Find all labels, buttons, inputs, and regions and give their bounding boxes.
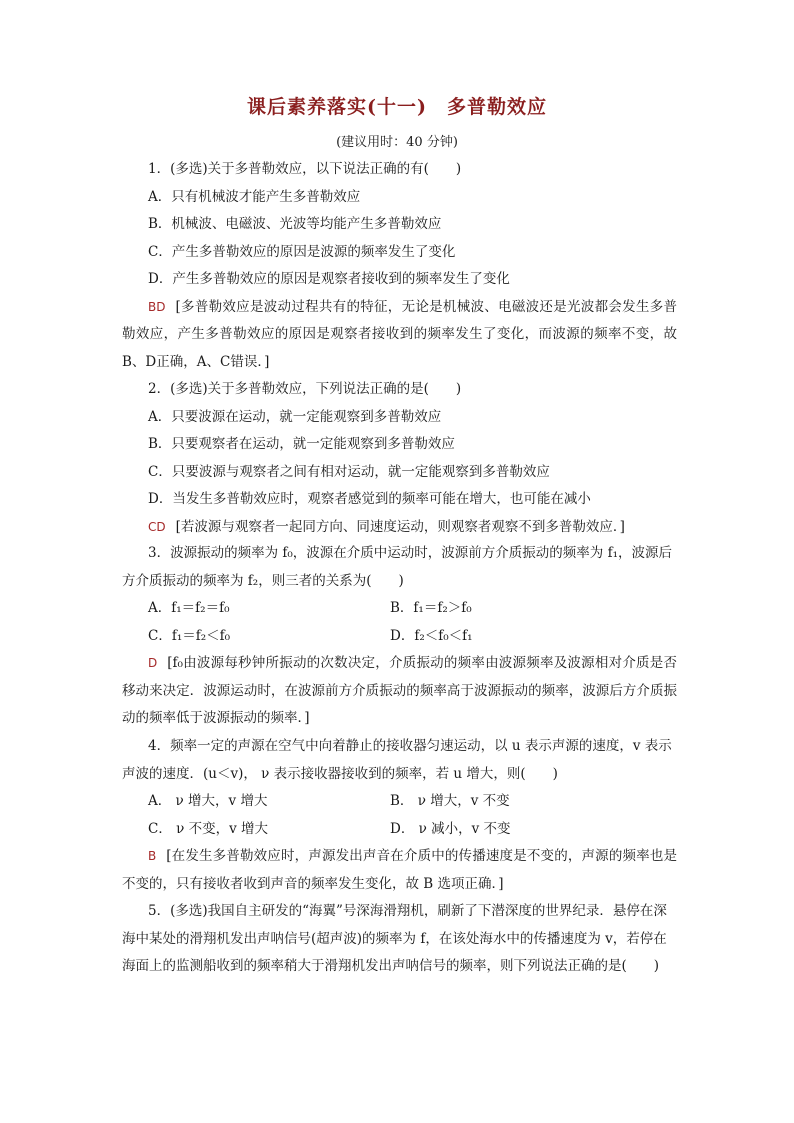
question-2-answer-letter: CD bbox=[148, 519, 166, 534]
question-2-option-d: D．当发生多普勒效应时，观察者感觉到的频率可能在增大，也可能在减小 bbox=[148, 491, 591, 507]
question-1-option-c: C．产生多普勒效应的原因是波源的频率发生了变化 bbox=[148, 243, 456, 260]
question-1 bbox=[122, 156, 677, 376]
question-2-option-b: B．只要观察者在运动，就一定能观察到多普勒效应 bbox=[148, 436, 455, 452]
question-4-option-b: B． ν 增大，v 不变 bbox=[390, 793, 510, 809]
question-1-explanation: [多普勒效应是波动过程共有的特征，无论是机械波、电磁波还是光波都会发生多普勒效应，产生多普勒效应的原因是观察者接收到的频率发生了变化，而波源的频率不变，故B、D正确，A、C错误．] bbox=[122, 298, 677, 370]
question-2 bbox=[122, 376, 677, 541]
question-5 bbox=[122, 898, 677, 981]
question-4-options-row-2 bbox=[122, 816, 677, 844]
question-1-option-a: A．只有机械波才能产生多普勒效应 bbox=[148, 188, 361, 205]
question-4-stem: 4．频率一定的声源在空气中向着静止的接收器匀速运动，以 u 表示声源的速度，v 表示声波的速度．(u＜v)， ν 表示接收器接收到的频率，若 u 增大，则( ) bbox=[122, 738, 672, 782]
question-1-answer bbox=[122, 294, 677, 377]
question-3-option-c: C．f₁＝f₂＜f₀ bbox=[148, 627, 231, 644]
question-3-option-a: A．f₁＝f₂＝f₀ bbox=[148, 600, 230, 616]
question-4-answer-letter: B bbox=[148, 849, 157, 863]
question-1-answer-letter: BD bbox=[148, 299, 166, 314]
question-2-stem: 2．(多选)关于多普勒效应，下列说法正确的是( ) bbox=[148, 381, 462, 397]
suggested-time: (建议用时：40 分钟) bbox=[336, 135, 458, 150]
question-3-answer-letter: D bbox=[148, 656, 158, 670]
question-3-options-row-1 bbox=[122, 595, 677, 623]
question-2-answer bbox=[122, 514, 677, 542]
question-2-option-a: A．只要波源在运动，就一定能观察到多普勒效应 bbox=[148, 408, 442, 425]
question-4-option-d: D． ν 减小，v 不变 bbox=[390, 820, 511, 837]
question-3-answer bbox=[122, 650, 677, 733]
question-1-stem: 1．(多选)关于多普勒效应，以下说法正确的有( ) bbox=[148, 161, 462, 177]
question-4-options-row-1 bbox=[122, 788, 677, 816]
question-3-option-b: B．f₁＝f₂＞f₀ bbox=[390, 600, 472, 616]
question-4-answer bbox=[122, 843, 677, 898]
question-3-option-d: D．f₂＜f₀＜f₁ bbox=[390, 627, 473, 644]
page-title: 课后素养落实(十一) 多普勒效应 bbox=[247, 96, 547, 118]
question-3-stem: 3．波源振动的频率为 f₀，波源在介质中运动时，波源前方介质振动的频率为 f₁，波源后方介质振动的频率为 f₂，则三者的关系为( ) bbox=[122, 545, 672, 589]
question-4-option-a: A． ν 增大，v 增大 bbox=[148, 793, 268, 809]
question-2-explanation: [若波源与观察者一起同方向、同速度运动，则观察者观察不到多普勒效应．] bbox=[175, 518, 625, 535]
question-3-options-row-2 bbox=[122, 623, 677, 651]
question-3 bbox=[122, 540, 677, 733]
question-4-explanation: [在发生多普勒效应时，声源发出声音在介质中的传播速度是不变的，声源的频率也是不变的，只有接收者收到声音的频率发生变化，故 B 选项正确．] bbox=[122, 848, 677, 892]
question-1-option-b: B．机械波、电磁波、光波等均能产生多普勒效应 bbox=[148, 216, 442, 232]
question-4-option-c: C． ν 不变，v 增大 bbox=[148, 820, 269, 837]
question-4 bbox=[122, 733, 677, 898]
question-2-option-c: C．只要波源与观察者之间有相对运动，就一定能观察到多普勒效应 bbox=[148, 463, 550, 480]
question-1-option-d: D．产生多普勒效应的原因是观察者接收到的频率发生了变化 bbox=[148, 271, 510, 287]
question-5-stem: 5．(多选)我国自主研发的“海翼”号深海滑翔机，刷新了下潜深度的世界纪录．悬停在深海中某处的滑翔机发出声呐信号(超声波)的频率为 f，在该处海水中的传播速度为 v，若停在海面上的监测船收到的频率稍大于滑翔机发出声呐信号的频率，则下列说法正确的是( ) bbox=[122, 903, 667, 974]
question-3-explanation: [f₀由波源每秒钟所振动的次数决定，介质振动的频率由波源频率及波源相对介质是否移动来决定．波源运动时，在波源前方介质振动的频率高于波源振动的频率，波源后方介质振动的频率低于波源振动的频率．] bbox=[122, 655, 677, 726]
